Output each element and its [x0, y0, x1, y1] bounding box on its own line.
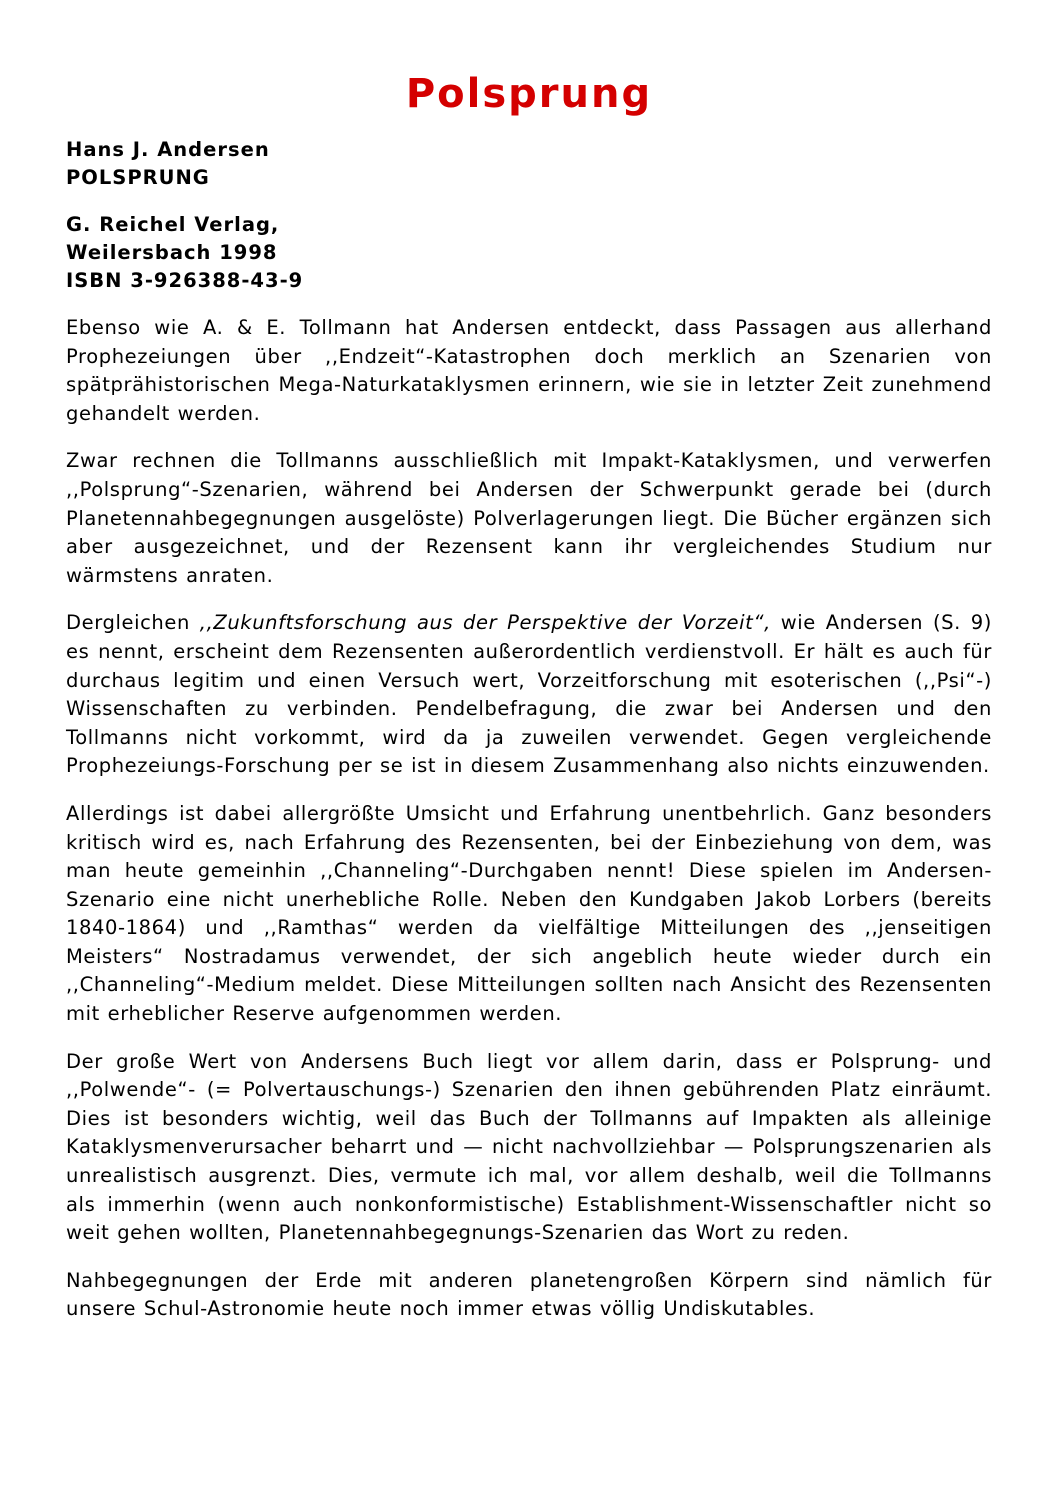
paragraph-1: Ebenso wie A. & E. Tollmann hat Andersen entdeckt, dass Passagen aus allerhand Prophezeiungen über ,,Endzeit“-Katastrophen doch merklich an Szenarien von spätprähistorischen Mega-Naturkataklysmen erinnern, wie sie in letzter Zeit zunehmend gehandelt werden. [66, 316, 992, 425]
author: Hans J. Andersen [66, 138, 270, 161]
publication-info [66, 211, 992, 295]
book-title: POLSPRUNG [66, 166, 210, 189]
place-year: Weilersbach 1998 [66, 241, 278, 264]
quoted-phrase: ,,Zukunftsforschung aus der Perspektive der Vorzeit“, [199, 611, 771, 635]
paragraph-3-lead: Dergleichen [66, 611, 200, 635]
isbn: ISBN 3-926388-43-9 [66, 269, 304, 292]
paragraph-4: Allerdings ist dabei allergrößte Umsicht und Erfahrung unentbehrlich. Ganz besonders kritisch wird es, nach Erfahrung des Rezensenten, bei der Einbeziehung von dem, was man heute gemeinhin ,,Channeling“-Durchgaben nennt! Diese spielen im Andersen-Szenario eine nicht unerhebliche Rolle. Neben den Kundgaben Jakob Lorbers (bereits 1840-1864) und ,,Ramthas“ werden da vielfältige Mitteilungen des ,,jenseitigen Meisters“ Nostradamus verwendet, der sich angeblich heute wieder durch ein ,,Channeling“-Medium meldet. Diese Mitteilungen sollten nach Ansicht des Rezensenten mit erheblicher Reserve aufgenommen werden. [66, 801, 992, 1026]
book-info [66, 136, 992, 192]
paragraph-6: Nahbegegnungen der Erde mit anderen planetengroßen Körpern sind nämlich für unsere Schul-Astronomie heute noch immer etwas völlig Undiskutables. [66, 1268, 992, 1321]
paragraph-2: Zwar rechnen die Tollmanns ausschließlich mit Impakt-Kataklysmen, und verwerfen ,,Polsprung“-Szenarien, während bei Andersen der Schwerpunkt gerade bei (durch Planetennahbegegnungen ausgelöste) Polverlagerungen liegt. Die Bücher ergänzen sich aber ausgezeichnet, und der Rezensent kann ihr vergleichendes Studium nur wärmstens anraten. [66, 449, 992, 587]
page-title: Polsprung [405, 71, 653, 117]
paragraph-3 [66, 609, 992, 781]
paragraph-3-rest: wie Andersen (S. 9) es nennt, erscheint dem Rezensenten außerordentlich verdienstvoll. Er hält es auch für durchaus legitim und einen Versuch wert, Vorzeitforschung mit esoterischen (,,Psi“-) Wissenschaften zu verbinden. Pendelbefragung, die zwar bei Andersen und den Tollmanns nicht vorkommt, wird da ja zuweilen verwendet. Gegen vergleichende Prophezeiungs-Forschung per se ist in diesem Zusammenhang also nichts einzuwenden. [66, 611, 992, 778]
publisher: G. Reichel Verlag, [66, 213, 280, 236]
document-page [66, 70, 992, 1343]
paragraph-5: Der große Wert von Andersens Buch liegt vor allem darin, dass er Polsprung- und ,,Polwende“- (= Polvertauschungs-) Szenarien den ihnen gebührenden Platz einräumt. Dies ist besonders wichtig, weil das Buch der Tollmanns auf Impakten als alleinige Kataklysmenverursacher beharrt und — nicht nachvollziehbar — Polsprungszenarien als unrealistisch ausgrenzt. Dies, vermute ich mal, vor allem deshalb, weil die Tollmanns als immerhin (wenn auch nonkonformistische) Establishment-Wissenschaftler nicht so weit gehen wollten, Planetennahbegegnungs-Szenarien das Wort zu reden. [66, 1049, 992, 1245]
